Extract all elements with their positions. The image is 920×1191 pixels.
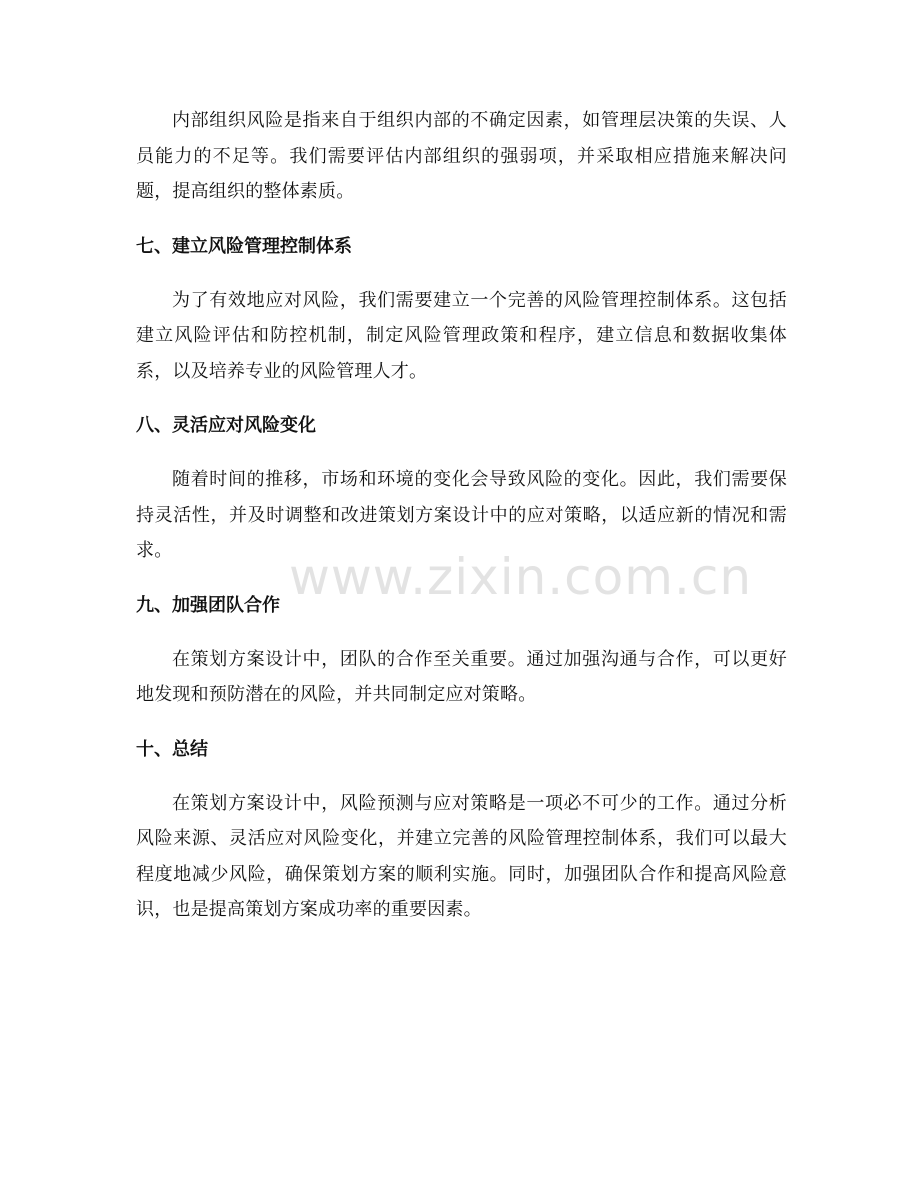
paragraph-section-10: 在策划方案设计中，风险预测与应对策略是一项必不可少的工作。通过分析风险来源、灵活应对风险变化，并建立完善的风险管理控制体系，我们可以最大程度地减少风险，确保策划方案的顺利实施。同时，加强团队合作和提高风险意识，也是提高策划方案成功率的重要因素。 — [136, 792, 787, 920]
paragraph-section-9: 在策划方案设计中，团队的合作至关重要。通过加强沟通与合作，可以更好地发现和预防潜在的风险，并共同制定应对策略。 — [136, 648, 787, 705]
section-heading-9: 九、加强团队合作 — [136, 594, 280, 616]
watermark: www.zixin.com.cn — [289, 548, 753, 606]
paragraph-section-7: 为了有效地应对风险，我们需要建立一个完善的风险管理控制体系。这包括建立风险评估和防控机制，制定风险管理政策和程序，建立信息和数据收集体系，以及培养专业的风险管理人才。 — [136, 289, 787, 382]
section-heading-8: 八、灵活应对风险变化 — [136, 415, 316, 436]
paragraph-internal-risk: 内部组织风险是指来自于组织内部的不确定因素，如管理层决策的失误、人员能力的不足等。我们需要评估内部组织的强弱项，并采取相应措施来解决问题，提高组织的整体素质。 — [136, 110, 787, 202]
section-heading-10: 十、总结 — [136, 738, 208, 760]
document-body — [136, 103, 787, 928]
section-heading-7: 七、建立风险管理控制体系 — [136, 235, 352, 257]
paragraph-section-8: 随着时间的推移，市场和环境的变化会导致风险的变化。因此，我们需要保持灵活性，并及时调整和改进策划方案设计中的应对策略，以适应新的情况和需求。 — [136, 469, 787, 561]
